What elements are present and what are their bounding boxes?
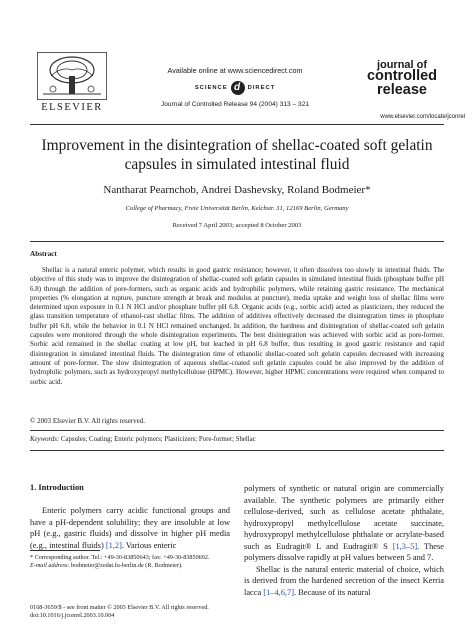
intro-left-text-a: Enteric polymers carry acidic functional groups and have a pH-dependent solubility; they are insoluble at low pH (e.g., gastric fluids) and dissolve in higher pH media (e.g., intestinal fluids) <box>30 506 230 550</box>
header-rule <box>30 124 444 125</box>
sciencedirect-right: DIRECT <box>247 85 276 91</box>
introduction-right-column <box>244 483 444 598</box>
journal-header-center <box>130 66 340 108</box>
issn-line: 0168-3659/$ - see front matter © 2003 Elsevier B.V. All rights reserved. <box>30 604 209 611</box>
journal-url[interactable]: www.elsevier.com/locate/jconrel <box>380 114 465 120</box>
publisher-name: ELSEVIER <box>41 102 103 113</box>
email-address[interactable]: bodmeier@zedat.fu-berlin.de (R. Bodmeier). <box>69 562 183 570</box>
keywords-rule <box>30 430 444 431</box>
intro-right-p1-text-b: . These polymers dissolve rapidly at pH values between 5 and 7. <box>244 541 444 562</box>
bottom-info <box>30 604 230 620</box>
citation-link[interactable]: [1,2] <box>105 540 122 550</box>
intro-left-text-b: . Various enteric <box>121 540 177 550</box>
keywords-bottom-rule <box>30 450 444 451</box>
journal-logo-line-3: release <box>377 82 427 99</box>
journal-reference: Journal of Controlled Release 94 (2004) 313 – 321 <box>160 101 310 108</box>
intro-right-p2-text-b: . Because of its natural <box>294 587 371 597</box>
keywords-list: Capsules; Coating; Enteric polymers; Plasticizers; Pore-former; Shellac <box>60 436 256 443</box>
received-dates: Received 7 April 2003; accepted 8 October 2003 <box>172 222 302 229</box>
email-note <box>30 562 230 570</box>
citation-link[interactable]: [1,3–5] <box>392 541 418 551</box>
journal-logo-line-1: journal of <box>376 59 428 71</box>
intro-right-p2-text-a: Shellac is the natural enteric material of choice, which is derived from the hardened secretion of the insect Kerria lacca <box>244 564 444 597</box>
sciencedirect-left: SCIENCE <box>194 85 228 91</box>
available-online-text: Available online at www.sciencedirect.com <box>167 66 303 75</box>
intro-right-paragraph-1 <box>244 483 444 564</box>
footnote-rule <box>30 550 100 551</box>
intro-right-p1-text-a: polymers of synthetic or natural origin are commercially available. The synthetic polymers are primarily either cellulose-derived, such as cellulose acetate phthalate, hydroxypropyl methylcellulose acetate succinate, hydroxypropyl methylcellulose phthalate or acrylate-based such as Eudragit® L and Eudragit® S <box>244 484 444 551</box>
intro-right-paragraph-2 <box>244 564 444 599</box>
sciencedirect-logo <box>130 81 340 95</box>
sciencedirect-mark-icon: d <box>231 81 245 95</box>
elsevier-tree-icon <box>37 52 107 100</box>
doi-line[interactable]: doi:10.1016/j.jconrel.2003.10.004 <box>30 612 115 620</box>
section-heading-introduction: 1. Introduction <box>30 483 84 492</box>
citation-link[interactable]: [1–4,6,7] <box>263 587 294 597</box>
corresponding-author-note: * Corresponding author. Tel.: +49-30-83850643; fax: +49-30-83850692. <box>30 554 210 561</box>
introduction-left-column <box>30 505 230 551</box>
footnote <box>30 554 230 570</box>
journal-logo <box>362 60 442 98</box>
keywords-line <box>30 436 256 443</box>
abstract-copyright: © 2003 Elsevier B.V. All rights reserved. <box>30 417 146 425</box>
journal-logo-line-2: controlled <box>366 68 438 85</box>
author-affiliation: College of Pharmacy, Freie Universität Berlin, Kelchstr. 31, 12169 Berlin, Germany <box>125 205 349 212</box>
abstract-top-rule <box>30 241 444 242</box>
keywords-label: Keywords: <box>30 436 60 443</box>
elsevier-logo <box>30 52 114 113</box>
article-authors: Nantharat Pearnchob, Andrei Dashevsky, Roland Bodmeier* <box>103 184 371 196</box>
article-title: Improvement in the disintegration of shellac-coated soft gelatin capsules in simulated intestinal fluid <box>41 137 433 173</box>
abstract-body: Shellac is a natural enteric polymer, which results in good gastric resistance; however, it often dissolves too slowly in intestinal fluids. The objective of this study was to improve the disintegration of shellac-coated soft gelatin capsules in simulated intestinal fluids (phosphate buffer pH 6.8) through the addition of pore-formers, such as organic acids and hydrophilic polymers, while retaining gastric resistance. The mechanical properties (% elongation at rupture, puncture strength at break and modulus at puncture), media uptake and weight loss of shellac films were determined upon exposure in 0.1 N HCl and/or phosphate buffer pH 6.8. Organic acids (e.g., sorbic acid) acted as plasticizers, they reduced the glass transition temperature of ethanol-cast shellac films. The addition of additives effectively decreased the disintegration times in phosphate buffer pH 6.8, while the behavior in 0.1 N HCl remained unchanged. In addition, the hardness and disintegration of shellac-coated soft gelatin capsules were monitored through the whole disintegration experiments. The best disintegration was achieved with sorbic acid as pore-former. Sorbic acid remained in the shellac coating at low pH, but leached in pH 6.8 buffer, thus resulting in good gastric resistance and rapid disintegration in simulated intestinal fluids. The disintegration time of ethanolic shellac-coated soft gelatin capsules decreased with increasing amount of pore-former. The slow disintegration of aqueous shellac-coated soft gelatin capsules could be also improved by the addition of hydrophilic polymers, such as hydroxypropyl methylcellulose (HPMC). However, higher HPMC concentrations were required when compared to sorbic acid. <box>30 266 444 386</box>
abstract-heading: Abstract <box>30 250 57 258</box>
email-label: E-mail address: <box>30 562 70 570</box>
